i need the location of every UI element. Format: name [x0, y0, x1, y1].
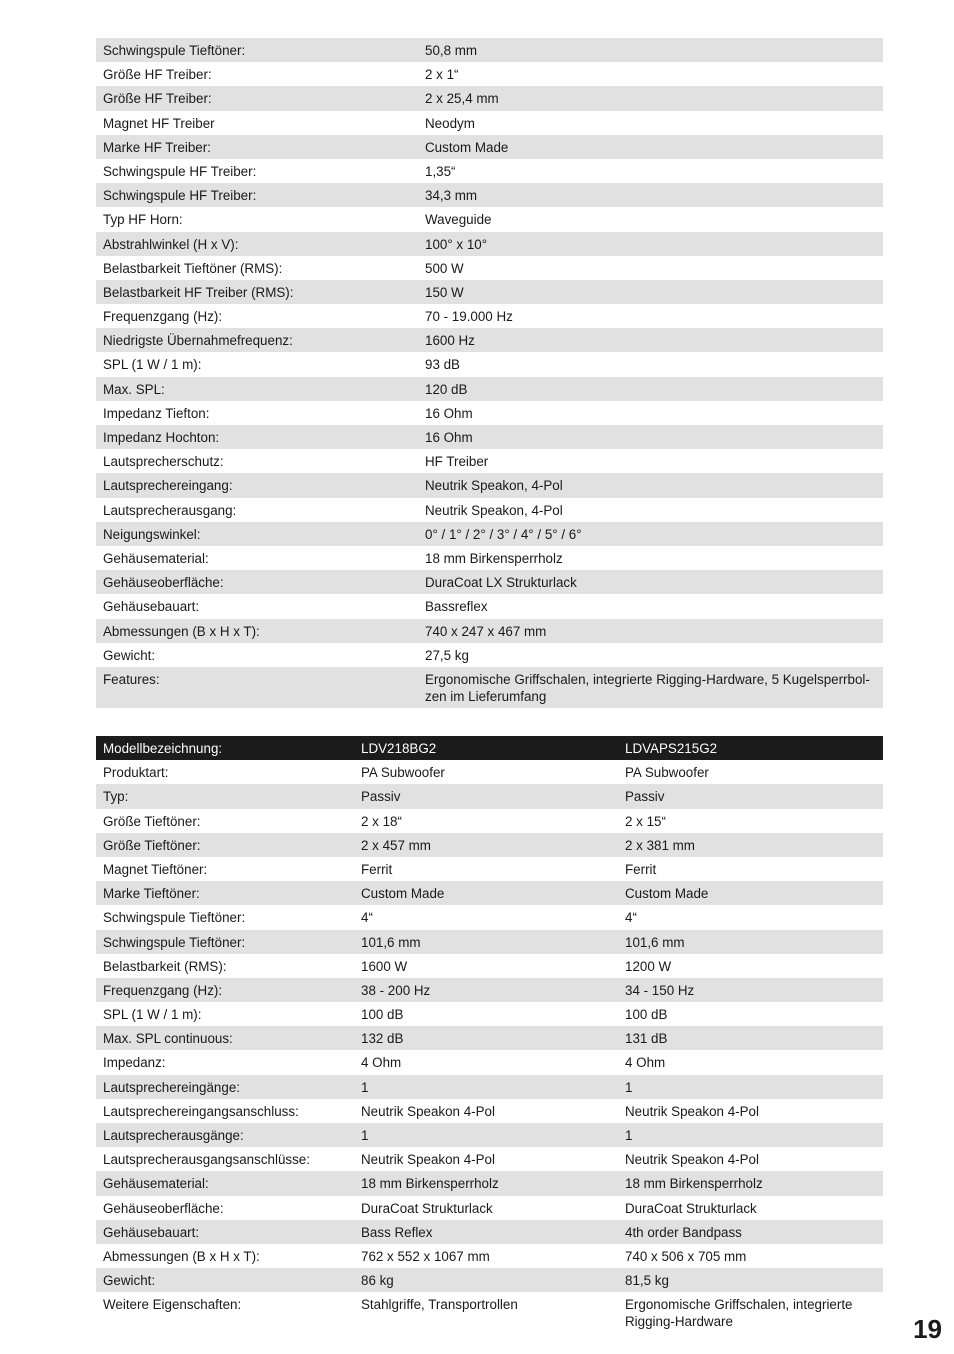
spec-value: HF Treiber [425, 454, 489, 470]
table-header-row [96, 736, 883, 760]
spec-value: 1 [361, 1079, 369, 1095]
table-row [96, 304, 883, 328]
spec-label: Belastbarkeit Tieftöner (RMS): [103, 260, 283, 276]
spec-value: 4th order Bandpass [625, 1224, 742, 1240]
table-row [96, 1171, 883, 1195]
spec-value: Neutrik Speakon 4-Pol [625, 1103, 759, 1119]
spec-value: 18 mm Birkensperrholz [425, 550, 563, 566]
table-row [96, 784, 883, 808]
spec-label: Abmessungen (B x H x T): [103, 1248, 260, 1264]
spec-value: 0° / 1° / 2° / 3° / 4° / 5° / 6° [425, 526, 582, 542]
spec-value: PA Subwoofer [361, 765, 445, 781]
spec-value: 1 [625, 1128, 633, 1143]
spec-value: 2 x 18“ [361, 813, 402, 829]
spec-label: Größe HF Treiber: [103, 67, 212, 83]
spec-value: 93 dB [425, 357, 460, 373]
spec-value: Neutrik Speakon 4-Pol [625, 1152, 759, 1168]
spec-label: Abstrahlwinkel (H x V): [103, 236, 239, 252]
spec-value: 100 dB [361, 1007, 404, 1023]
spec-value: 4“ [361, 910, 373, 926]
spec-label: Schwingspule Tieftöner: [103, 910, 246, 926]
spec-label: Gehäusematerial: [103, 550, 209, 566]
spec-value: 1 [361, 1128, 369, 1143]
spec-label: Niedrigste Übernahmefrequenz: [103, 333, 293, 349]
table-row [96, 62, 883, 86]
table-row [96, 1026, 883, 1050]
spec-value: 120 dB [425, 381, 468, 397]
spec-value: Stahlgriffe, Transportrollen [361, 1297, 518, 1313]
spec-value: DuraCoat Strukturlack [625, 1200, 757, 1216]
spec-value: Passiv [625, 789, 665, 805]
spec-value: 34 - 150 Hz [625, 982, 695, 998]
spec-label: Marke Tieftöner: [103, 886, 200, 902]
table-row [96, 328, 883, 352]
table-row [96, 401, 883, 425]
table-row [96, 857, 883, 881]
spec-label: Lautsprechereingang: [103, 478, 233, 494]
table-row [96, 86, 883, 110]
table-row [96, 159, 883, 183]
spec-label: Lautsprechereingangsanschluss: [103, 1103, 299, 1119]
header-label: Modellbezeichnung: [103, 741, 223, 756]
spec-label: Frequenzgang (Hz): [103, 982, 223, 998]
spec-value: 2 x 1“ [425, 67, 459, 83]
spec-label: Belastbarkeit (RMS): [103, 958, 227, 974]
spec-value: DuraCoat Strukturlack [361, 1200, 493, 1216]
spec-label: Frequenzgang (Hz): [103, 309, 223, 325]
table-row [96, 498, 883, 522]
table-row [96, 111, 883, 135]
spec-value: 18 mm Birkensperrholz [625, 1176, 763, 1192]
spec-value: Waveguide [425, 212, 492, 228]
spec-label: Gehäusebauart: [103, 1224, 200, 1240]
table-row [96, 1099, 883, 1123]
table-row [96, 280, 883, 304]
spec-value: 2 x 457 mm [361, 837, 431, 853]
table-row [96, 1292, 883, 1333]
table-row [96, 473, 883, 497]
table-row [96, 930, 883, 954]
spec-label: Marke HF Treiber: [103, 139, 211, 155]
spec-value: 1200 W [625, 958, 672, 974]
table-row [96, 546, 883, 570]
spec-label: Lautsprechereingänge: [103, 1079, 240, 1095]
table-row [96, 978, 883, 1002]
table-row [96, 1268, 883, 1292]
spec-value: Ferrit [361, 861, 393, 877]
spec-value: Neutrik Speakon 4-Pol [361, 1152, 495, 1168]
spec-label: Magnet Tieftöner: [103, 861, 208, 877]
spec-value: 101,6 mm [625, 934, 685, 950]
spec-value: 132 dB [361, 1031, 404, 1047]
spec-value: Neodym [425, 115, 475, 131]
spec-label: Schwingspule HF Treiber: [103, 188, 257, 204]
spec-label: SPL (1 W / 1 m): [103, 1007, 202, 1023]
spec-value: 101,6 mm [361, 934, 421, 950]
spec-value: 2 x 381 mm [625, 837, 695, 853]
spec-value: 500 W [425, 260, 464, 276]
spec-value: 762 x 552 x 1067 mm [361, 1248, 490, 1264]
spec-value: Custom Made [425, 139, 509, 155]
model-name: LDVAPS215G2 [625, 741, 718, 756]
spec-value: Neutrik Speakon 4-Pol [361, 1103, 495, 1119]
table-row [96, 619, 883, 643]
spec-value: Passiv [361, 789, 401, 805]
table-row [96, 352, 883, 376]
spec-label: Belastbarkeit HF Treiber (RMS): [103, 284, 294, 300]
spec-value: Neutrik Speakon, 4-Pol [425, 502, 563, 518]
table-row [96, 183, 883, 207]
spec-value: Custom Made [361, 886, 445, 902]
spec-value: 38 - 200 Hz [361, 982, 431, 998]
table-row [96, 760, 883, 784]
spec-label: Gehäuseoberfläche: [103, 1200, 224, 1216]
table-row [96, 207, 883, 231]
spec-label: Größe Tieftöner: [103, 813, 201, 829]
table-row [96, 1147, 883, 1171]
table-row [96, 135, 883, 159]
table-row [96, 522, 883, 546]
spec-value: 4 Ohm [625, 1055, 666, 1071]
spec-label: Gewicht: [103, 1273, 156, 1289]
spec-value: Bass Reflex [361, 1224, 433, 1240]
table-row [96, 1075, 883, 1099]
table-row [96, 809, 883, 833]
spec-value: 100° x 10° [425, 236, 488, 252]
table-row [96, 570, 883, 594]
spec-label: Gehäusebauart: [103, 599, 200, 615]
table-row [96, 1123, 883, 1147]
table-row [96, 1002, 883, 1026]
spec-value: 131 dB [625, 1031, 668, 1047]
table-row [96, 954, 883, 978]
spec-value: 150 W [425, 284, 464, 300]
spec-value: PA Subwoofer [625, 765, 709, 781]
spec-label: Weitere Eigenschaften: [103, 1297, 242, 1313]
spec-value: 2 x 15“ [625, 813, 666, 829]
spec-label: Max. SPL: [103, 381, 165, 397]
spec-label: Gewicht: [103, 647, 156, 663]
spec-value: 740 x 247 x 467 mm [425, 623, 547, 639]
spec-label: Größe HF Treiber: [103, 91, 212, 107]
spec-label: SPL (1 W / 1 m): [103, 357, 202, 373]
spec-value: 100 dB [625, 1007, 668, 1023]
spec-label: Typ: [103, 789, 129, 805]
table-row [96, 449, 883, 473]
spec-value: 50,8 mm [425, 43, 478, 58]
spec-label: Impedanz Hochton: [103, 430, 220, 445]
model-name: LDV218BG2 [361, 741, 437, 756]
spec-value: 16 Ohm [425, 430, 473, 445]
spec-label: Magnet HF Treiber [103, 115, 215, 131]
spec-label: Schwingspule Tieftöner: [103, 43, 246, 58]
spec-value: 4 Ohm [361, 1055, 402, 1071]
spec-label: Max. SPL continuous: [103, 1031, 233, 1047]
spec-value: Ergonomische Griffschalen, integrierte Rigging-Hardware [625, 1297, 853, 1330]
table-row [96, 1196, 883, 1220]
spec-value: Neutrik Speakon, 4-Pol [425, 478, 563, 494]
spec-value: 18 mm Birkensperrholz [361, 1176, 499, 1192]
spec-table-top [96, 38, 883, 708]
table-row [96, 256, 883, 280]
spec-value: Ergonomische Griffschalen, integrierte Rigging-Hardware, 5 Kugelsperrbol- zen im Lieferumfang [425, 671, 870, 704]
spec-label: Lautsprecherausgänge: [103, 1128, 244, 1143]
table-row [96, 905, 883, 929]
table-row [96, 1220, 883, 1244]
spec-value: 1,35“ [425, 163, 456, 179]
spec-label: Typ HF Horn: [103, 212, 183, 228]
spec-value: 1600 Hz [425, 333, 475, 349]
spec-value: 16 Ohm [425, 405, 473, 421]
table-row [96, 1050, 883, 1074]
table-row [96, 232, 883, 256]
table-row [96, 667, 883, 708]
spec-label: Abmessungen (B x H x T): [103, 623, 260, 639]
table-row [96, 881, 883, 905]
spec-value: 1600 W [361, 958, 408, 974]
spec-value: 740 x 506 x 705 mm [625, 1248, 747, 1264]
spec-value: 86 kg [361, 1273, 394, 1289]
spec-value: 81,5 kg [625, 1273, 669, 1289]
table-row [96, 377, 883, 401]
spec-table-subwoofers [96, 736, 883, 1333]
spec-value: Bassreflex [425, 599, 488, 615]
spec-label: Produktart: [103, 765, 169, 781]
spec-label: Lautsprecherausgang: [103, 502, 237, 518]
spec-label: Gehäusematerial: [103, 1176, 209, 1192]
spec-label: Größe Tieftöner: [103, 837, 201, 853]
spec-value: 70 - 19.000 Hz [425, 309, 513, 325]
spec-value: 34,3 mm [425, 188, 478, 204]
spec-label: Neigungswinkel: [103, 526, 201, 542]
spec-label: Lautsprecherschutz: [103, 454, 224, 470]
table-row [96, 425, 883, 449]
spec-label: Schwingspule Tieftöner: [103, 934, 246, 950]
spec-value: Ferrit [625, 861, 657, 877]
spec-value: 27,5 kg [425, 647, 469, 663]
spec-label: Schwingspule HF Treiber: [103, 163, 257, 179]
table-row [96, 1244, 883, 1268]
spec-label: Lautsprecherausgangsanschlüsse: [103, 1152, 310, 1168]
page-number: 19 [913, 1314, 942, 1344]
table-row [96, 833, 883, 857]
spec-label: Gehäuseoberfläche: [103, 575, 224, 591]
spec-value: Custom Made [625, 886, 709, 902]
table-row [96, 594, 883, 618]
spec-label: Impedanz: [103, 1055, 166, 1071]
table-row [96, 643, 883, 667]
spec-value: DuraCoat LX Strukturlack [425, 575, 577, 591]
spec-value: 4“ [625, 910, 637, 926]
spec-value: 1 [625, 1079, 633, 1095]
spec-value: 2 x 25,4 mm [425, 91, 499, 107]
spec-label: Impedanz Tiefton: [103, 405, 210, 421]
table-row [96, 38, 883, 62]
spec-label: Features: [103, 671, 160, 687]
